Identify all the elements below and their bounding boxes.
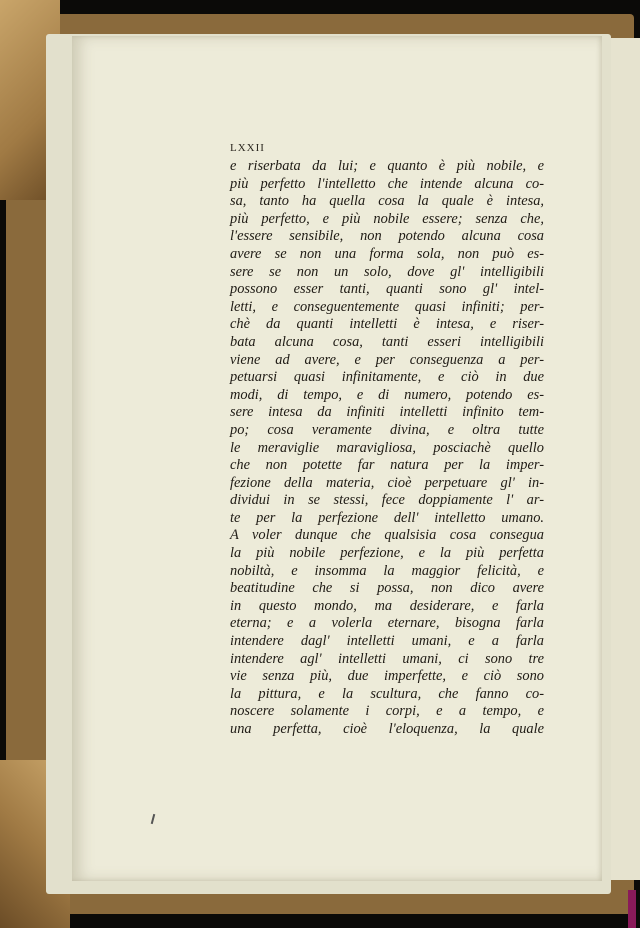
text-line: fezione della materia, cioè perpetuare gl' in- [230, 474, 544, 491]
text-line: chè da quanti intelletti è intesa, e riser- [230, 316, 544, 333]
text-line: che non potette far natura per la imper- [230, 457, 544, 474]
text-line: bata alcuna cosa, tanti esseri intelligibili [230, 333, 544, 350]
text-line: sere se non un solo, dove gl' intelligibili [230, 263, 544, 280]
text-line: po; cosa veramente divina, e oltra tutte [230, 421, 544, 438]
text-line: noscere solamente i corpi, e a tempo, e [230, 703, 544, 720]
text-line: possono esser tanti, quanti sono gl' intel- [230, 281, 544, 298]
page-number: LXXII [230, 142, 265, 154]
text-line: l'essere sensibile, non potendo alcuna cosa [230, 228, 544, 245]
text-line: avere se non una forma sola, non può es- [230, 245, 544, 262]
page-text [230, 158, 544, 739]
text-line: più perfetto l'intelletto che intende alcuna co- [230, 175, 544, 192]
text-line: la pittura, e la scultura, che fanno co- [230, 685, 544, 702]
text-line: una perfetta, cioè l'eloquenza, la quale [230, 721, 544, 737]
text-line: petuarsi quasi infinitamente, e ciò in due [230, 369, 544, 386]
text-line: viene ad avere, e per conseguenza a per- [230, 351, 544, 368]
text-line: dividui in se stessi, fece doppiamente l' ar- [230, 492, 544, 509]
text-line: la più nobile perfezione, e la più perfetta [230, 545, 544, 562]
text-line: sa, tanto ha quella cosa la quale è intesa, [230, 193, 544, 210]
text-line: nobiltà, e insomma la maggior felicità, e [230, 562, 544, 579]
text-line: te per la perfezione dell' intelletto umano. [230, 509, 544, 526]
text-line: vie senza più, due imperfette, e ciò sono [230, 668, 544, 685]
text-line: sere intesa da infiniti intelletti infinito tem- [230, 404, 544, 421]
text-line: letti, e conseguentemente quasi infiniti; per- [230, 298, 544, 315]
text-line: modi, di tempo, e di numero, potendo es- [230, 386, 544, 403]
binding-strip [628, 890, 636, 928]
text-line: in questo mondo, ma desiderare, e farla [230, 597, 544, 614]
text-line: le meraviglie maravigliosa, posciachè quello [230, 439, 544, 456]
text-line: intendere dagl' intelletti umani, e a farla [230, 633, 544, 650]
text-line: beatitudine che si possa, non dico avere [230, 580, 544, 597]
text-line: più perfetto, e più nobile essere; senza che, [230, 210, 544, 227]
text-line: e riserbata da lui; e quanto è più nobile, e [230, 158, 544, 174]
text-line: A voler dunque che qualsisia cosa consegua [230, 527, 544, 544]
text-line: eterna; e a volerla eternare, bisogna farla [230, 615, 544, 632]
text-line: intendere agl' intelletti umani, ci sono tre [230, 650, 544, 667]
